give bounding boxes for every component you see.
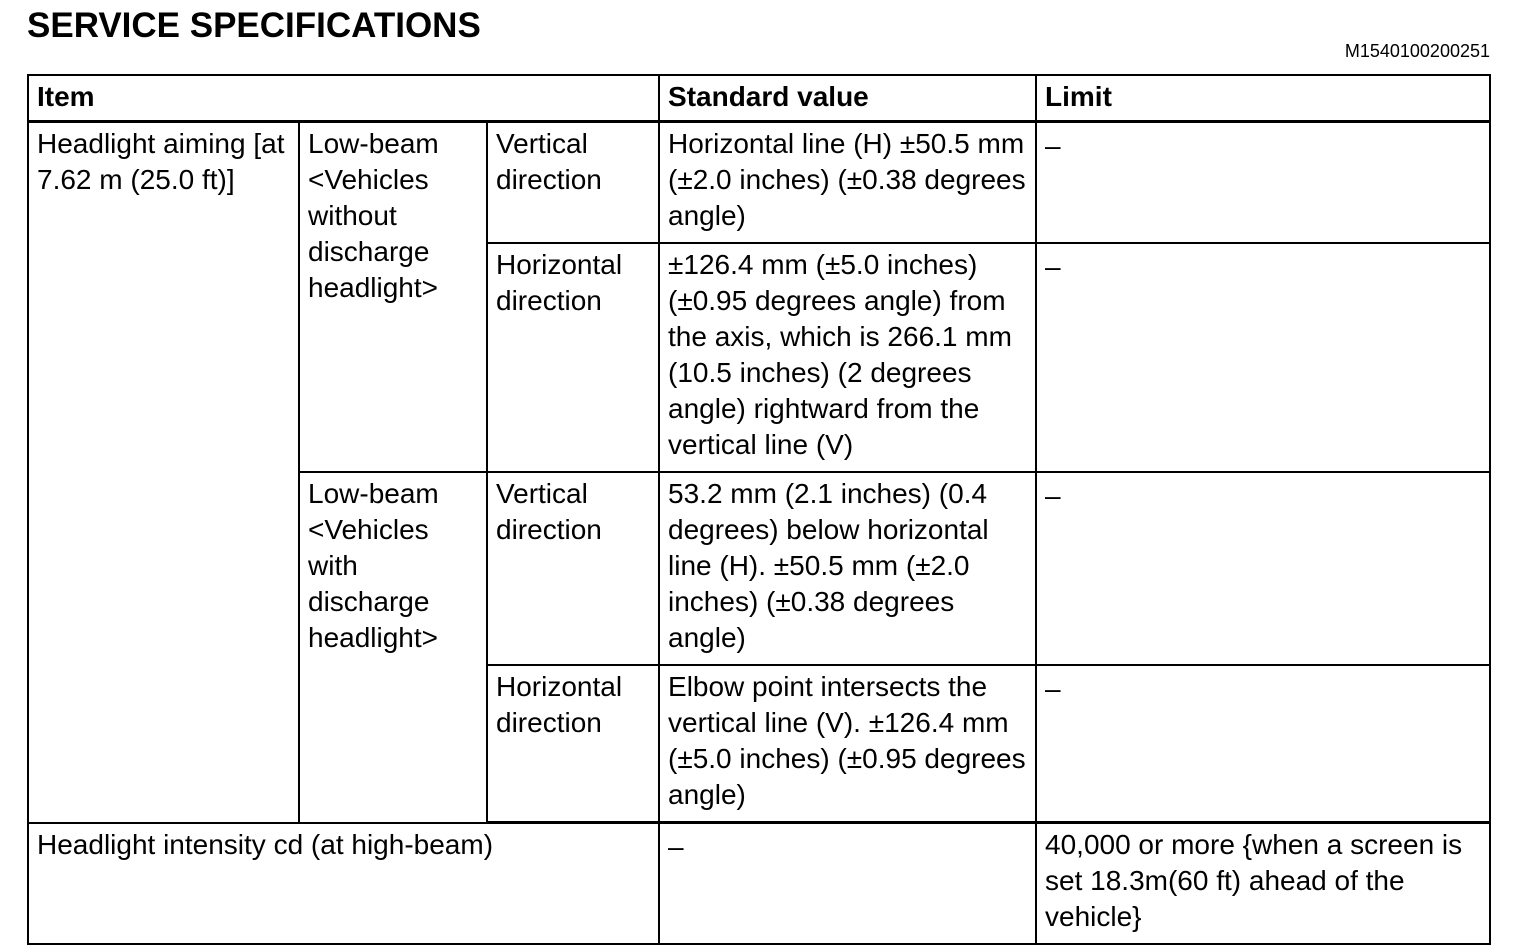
- table-row: [28, 122, 1490, 244]
- direction-cell: Horizontal direction: [487, 243, 659, 472]
- beam-type-without-discharge: Low-beam <Vehicles without discharge headlight>: [299, 122, 487, 473]
- direction-cell: Vertical direction: [487, 122, 659, 244]
- table-row: [28, 823, 1490, 945]
- page-title: SERVICE SPECIFICATIONS: [27, 6, 481, 45]
- limit-cell: 40,000 or more {when a screen is set 18.3m(60 ft) ahead of the vehicle}: [1036, 823, 1490, 945]
- standard-value: –: [668, 831, 684, 862]
- service-specifications-table: [27, 74, 1491, 945]
- document-code: M1540100200251: [1344, 41, 1490, 61]
- limit-cell: [1036, 472, 1490, 665]
- headlight-aiming-label: Headlight aiming [at 7.62 m (25.0 ft)]: [28, 122, 299, 823]
- direction-cell: Vertical direction: [487, 472, 659, 665]
- standard-value-cell: [659, 823, 1036, 945]
- standard-value-cell: Horizontal line (H) ±50.5 mm (±2.0 inches) (±0.38 degrees angle): [659, 122, 1036, 244]
- header-item: Item: [28, 75, 659, 122]
- standard-value-cell: Elbow point intersects the vertical line (V). ±126.4 mm (±5.0 inches) (±0.95 degrees angle): [659, 665, 1036, 823]
- standard-value-cell: 53.2 mm (2.1 inches) (0.4 degrees) below horizontal line (H). ±50.5 mm (±2.0 inches) (±0.38 degrees angle): [659, 472, 1036, 665]
- limit-value: –: [1045, 251, 1061, 282]
- standard-value-cell: ±126.4 mm (±5.0 inches) (±0.95 degrees angle) from the axis, which is 266.1 mm (10.5 inches) (2 degrees angle) rightward from the vertical line (V): [659, 243, 1036, 472]
- limit-value: –: [1045, 130, 1061, 161]
- limit-value: –: [1045, 673, 1061, 704]
- limit-value: –: [1045, 480, 1061, 511]
- direction-cell: Horizontal direction: [487, 665, 659, 823]
- limit-cell: [1036, 122, 1490, 244]
- header-limit: Limit: [1036, 75, 1490, 122]
- limit-cell: [1036, 243, 1490, 472]
- table-header-row: [28, 75, 1490, 122]
- limit-cell: [1036, 665, 1490, 823]
- beam-type-with-discharge: Low-beam <Vehicles with discharge headlight>: [299, 472, 487, 823]
- headlight-intensity-label: Headlight intensity cd (at high-beam): [28, 823, 659, 945]
- header-standard-value: Standard value: [659, 75, 1036, 122]
